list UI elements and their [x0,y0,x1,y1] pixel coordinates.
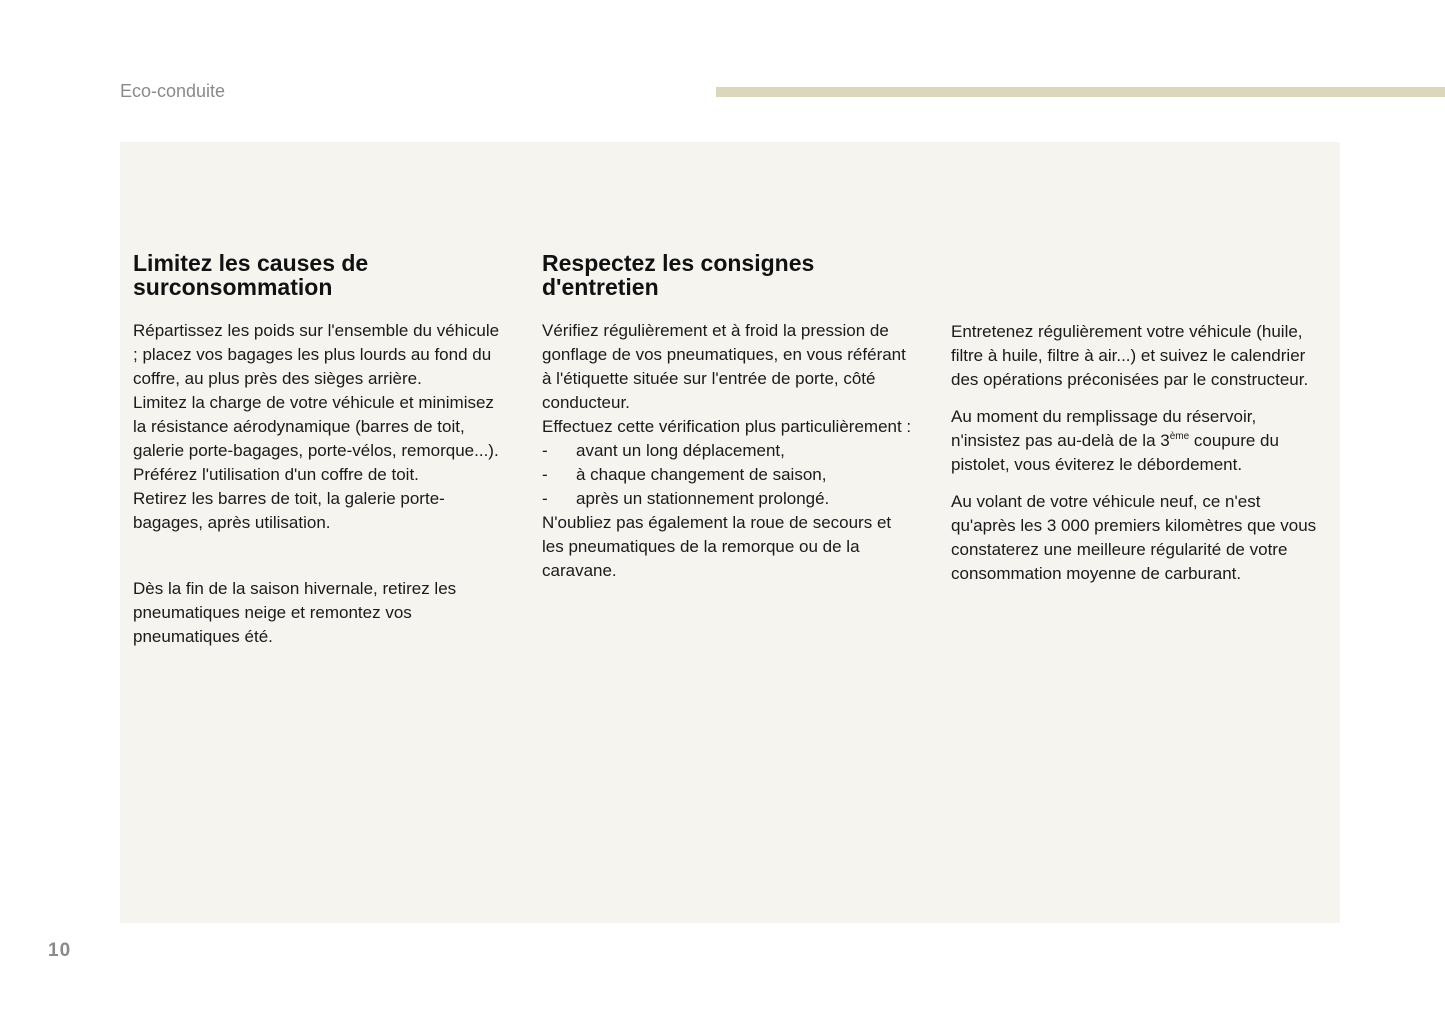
list-item-text: après un stationnement prolongé. [576,489,830,508]
bullet-marker: - [542,465,548,484]
bullet-marker: - [542,441,548,460]
section-title: Eco-conduite [120,81,226,101]
paragraph: Retirez les barres de toit, la galerie porte-bagages, après utilisation. [133,489,445,532]
list-item [542,439,912,463]
header-accent-bar [716,87,1445,97]
superscript: ème [1169,431,1190,442]
paragraph: Répartissez les poids sur l'ensemble du véhicule ; placez vos bagages les plus lourds au fond du coffre, au plus près des sièges arrière. [133,321,500,388]
paragraph: Effectuez cette vérification plus particulièrement : [542,417,912,436]
bullet-marker: - [542,489,548,508]
paragraph: N'oubliez pas également la roue de secours et les pneumatiques de la remorque ou de la caravane. [542,513,892,580]
heading-surconsommation [133,251,503,299]
paragraph: Au volant de votre véhicule neuf, ce n'est qu'après les 3 000 premiers kilomètres que vous constaterez une meilleure régularité de votre consommation moyenne de carburant. [951,492,1317,583]
heading-line: Limitez les causes de [133,250,369,276]
list-item-text: avant un long déplacement, [576,441,785,460]
paragraph-refuel [951,405,1326,477]
paragraph-text: Au moment du remplissage du réservoir, n'insistez pas au-delà de la 3 [951,407,1257,450]
heading-line: d'entretien [542,274,659,300]
column-surconsommation [133,251,503,649]
heading-entretien [542,251,912,299]
paragraph: Entretenez régulièrement votre véhicule (huile, filtre à huile, filtre à air...) et suivez le calendrier des opérations préconisées par le constructeur. [951,322,1309,389]
list-item-text: à chaque changement de saison, [576,465,827,484]
paragraph: Vérifiez régulièrement et à froid la pression de gonflage de vos pneumatiques, en vous référant à l'étiquette située sur l'entrée de porte, côté conducteur. [542,321,906,412]
paragraph: Dès la fin de la saison hivernale, retirez les pneumatiques neige et remontez vos pneumatiques été. [133,579,457,646]
column-entretien [542,251,912,583]
list-item [542,463,912,487]
paragraph-text: coupure du pistolet, vous éviterez le débordement. [951,431,1279,474]
list-item [542,487,912,511]
paragraph: Limitez la charge de votre véhicule et minimisez la résistance aérodynamique (barres de toit, galerie porte-bagages, porte-vélos, remorque...). Préférez l'utilisation d'un coffre de toit. [133,393,499,484]
heading-line: Respectez les consignes [542,250,815,276]
page-number: 10 [48,940,72,961]
column-conseils [951,320,1326,586]
heading-line: surconsommation [133,274,333,300]
